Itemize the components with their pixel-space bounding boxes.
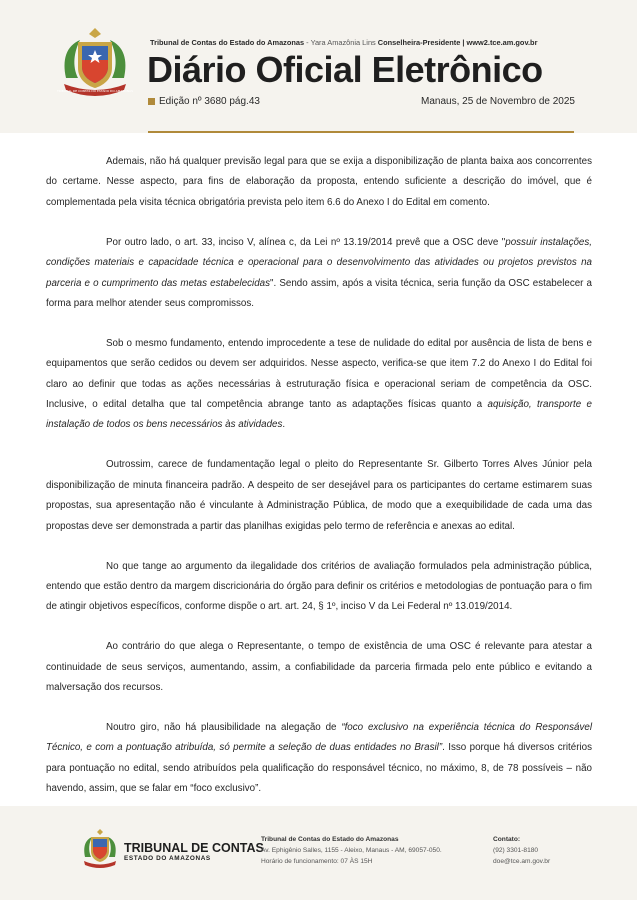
paragraph-5: No que tange ao argumento da ilegalidade dos critérios de avaliação formulados pela administração pública, entendo que estão dentro da margem discricionária do órgão para definir os critérios e metodologias de pontuação para o fim de atingir objetivos específicos, conforme dispõe o art. art. 24, § 1º, inciso V da Lei Federal nº 13.019/2014. (46, 560, 592, 613)
header-institution: Tribunal de Contas do Estado do Amazonas (150, 38, 305, 47)
paragraph-3-italic: aquisição, transporte e instalação de todos os bens necessários às atividades (46, 399, 592, 431)
header-president-role: Conselheira-Presidente | www2.tce.am.gov.br (375, 38, 538, 47)
paragraph-4: Outrossim, carece de fundamentação legal o pleito do Representante Sr. Gilberto Torres Alves Júnior pela disponibilização de minuta financeira padrão. A despeito de ser desejável para os participantes do certame estimarem suas propostas, sua apresentação não é vinculante à Administração Pública, de modo que a exequibilidade de cada uma das propostas deve ser demonstrada a partir das planilhas exigidas pelo termo de referência e anexas ao edital. (46, 459, 592, 532)
logo-ribbon-text: TRIBUNAL DE CONTAS DO ESTADO DO AMAZONAS (57, 89, 133, 93)
paragraph-7-italic: “foco exclusivo na experiência técnica do Responsável Técnico, e com a pontuação atribuída, só permite a seleção de duas entidades no Brasil” (46, 721, 592, 754)
footer-address-block (261, 834, 442, 867)
paragraph-2-text-a: Por outro lado, o art. 33, inciso V, alínea c, da Lei nº 13.19/2014 prevê que a OSC deve " (106, 236, 506, 248)
header-separator: - (304, 38, 311, 47)
paragraph-3-text-b: . (282, 419, 286, 431)
edition-text: Edição nº 3680 pág.43 (159, 96, 260, 107)
paragraph-2-italic: possuir instalações, condições materiais e capacidade técnica e operacional para o desenvolvimento das atividades ou projetos previstos na parceria e o cumprimento das metas estabelecidas (46, 236, 592, 289)
footer-brand (124, 841, 264, 862)
footer-brand-line1: TRIBUNAL DE CONTAS (124, 841, 264, 855)
footer-coat-of-arms-logo (80, 829, 120, 871)
footer-address: Av. Ephigênio Salles, 1155 - Aleixo, Manaus - AM, 69057-050. (261, 847, 442, 854)
footer-email: doe@tce.am.gov.br (493, 858, 551, 865)
paragraph-2 (46, 233, 592, 315)
page-title: Diário Oficial Eletrônico (147, 49, 543, 90)
footer-phone: (92) 3301-8180 (493, 847, 539, 854)
paragraph-6: Ao contrário do que alega o Representante, o tempo de existência de uma OSC é relevante para atestar a continuidade de seus serviços, aumentando, assim, a confiabilidade da parceria firmada pelo ente público e evitando a malversação dos recursos. (46, 641, 592, 694)
header-president: Yara Amazônia Lins (310, 38, 376, 47)
footer-address-title: Tribunal de Contas do Estado do Amazonas (261, 836, 399, 843)
document-body (46, 152, 592, 819)
footer-contact-block (493, 834, 550, 867)
paragraph-7-text-a: Noutro giro, não há plausibilidade na alegação de (106, 721, 342, 733)
dateline: Manaus, 25 de Novembro de 2025 (421, 96, 575, 107)
header-divider (148, 131, 574, 133)
paragraph-7-text-b: . Isso porque há diversos critérios para pontuação no edital, sendo atribuídos pela qualificação do responsável técnico, no máximo, 8, de 78 possíveis – não havendo, assim, que se falar em “foco exclusivo”. (46, 742, 592, 795)
footer-contact-title: Contato: (493, 836, 521, 843)
footer-hours: Horário de funcionamento: 07 ÀS 15H (261, 858, 373, 865)
paragraph-3-text-a: Sob o mesmo fundamento, entendo improcedente a tese de nulidade do edital por ausência de lista de bens e equipamentos que serão cedidos ou devem ser adquiridos. Nesse aspecto, verifica-se que item 7.2 do Anexo I do Edital foi claro ao definir que todas as ações necessárias à estruturação física e operacional seriam de competência da OSC. Inclusive, o edital detalha que tal competência abrange tanto as adaptações físicas quanto a (46, 337, 592, 411)
paragraph-1: Ademais, não há qualquer previsão legal para que se exija a disponibilização de planta baixa aos concorrentes do certame. Nesse aspecto, para fins de elaboração da proposta, entendo suficiente a descrição do imóvel, que é complementada pela visita técnica obrigatória prevista pelo item 6.6 do Anexo I do Edital em comento. (46, 156, 592, 208)
tce-coat-of-arms-logo (54, 24, 136, 106)
paragraph-3 (46, 334, 592, 436)
gold-square-icon (148, 98, 155, 105)
footer-brand-line2: ESTADO DO AMAZONAS (124, 855, 211, 862)
paragraph-7 (46, 718, 592, 800)
edition-info (148, 96, 260, 107)
header-institution-line (150, 38, 537, 47)
paragraph-2-text-b: ". Sendo assim, após a visita técnica, seria função da OSC estabelecer a forma para melhor atender seus compromissos. (46, 277, 592, 309)
